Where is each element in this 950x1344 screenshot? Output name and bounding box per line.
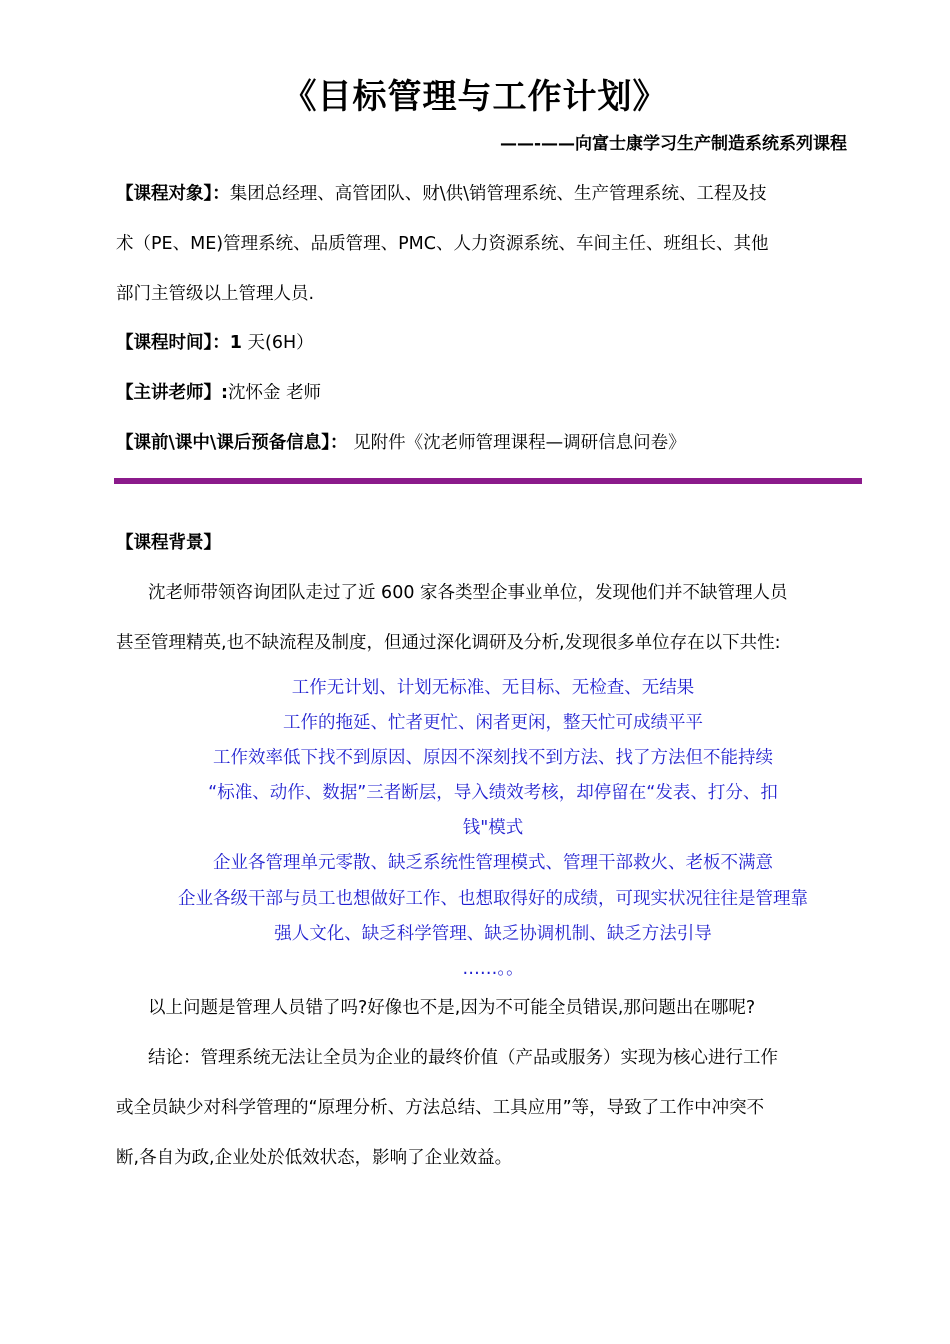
conclusion-line-2: 或全员缺少对科学管理的“原理分析、方法总结、工具应用”等，导致了工作中冲突不 — [116, 1098, 765, 1118]
question-line: 以上问题是管理人员错了吗?好像也不是,因为不可能全员错误,那问题出在哪呢? — [148, 998, 756, 1018]
course-time-label: 【课程时间】： — [116, 333, 230, 353]
conclusion-line-3: 断,各自为政,企业处於低效状态，影响了企业效益。 — [116, 1148, 513, 1168]
document-subtitle: ——-——向富士康学习生产制造系统系列课程 — [499, 134, 847, 154]
course-target-text: 集团总经理、高管团队、财\供\销管理系统、生产管理系统、工程及技 — [229, 184, 767, 204]
lecturer-line — [116, 380, 321, 406]
problem-item: 强人文化、缺乏科学管理、缺乏协调机制、缺乏方法引导 — [274, 924, 712, 944]
background-heading: 【课程背景】 — [116, 533, 221, 553]
problem-item: 工作效率低下找不到原因、原因不深刻找不到方法、找了方法但不能持续 — [213, 748, 773, 768]
problem-item: 企业各管理单元零散、缺乏系统性管理模式、管理干部救火、老板不满意 — [213, 853, 773, 873]
problem-item: 工作无计划、计划无标准、无目标、无检查、无结果 — [291, 678, 695, 698]
course-target-label: 【课程对象】： — [116, 184, 230, 204]
background-intro-line-1: 沈老师带领咨询团队走过了近 600 家各类型企事业单位，发现他们并不缺管理人员 — [148, 583, 788, 603]
section-divider — [114, 478, 862, 484]
problem-item: 钱"模式 — [462, 818, 524, 838]
course-time-line — [116, 330, 314, 356]
problem-item: 企业各级干部与员工也想做好工作、也想取得好的成绩，可现实状况往往是管理靠 — [178, 889, 808, 909]
lecturer-label: 【主讲老师】: — [116, 383, 228, 403]
document-title: 《目标管理与工作计划》 — [282, 77, 668, 117]
course-time-days: 1 — [229, 333, 242, 353]
course-time-value: 天(6H） — [241, 333, 314, 353]
problem-item: “标准、动作、数据”三者断层，导入绩效考核，却停留在“发表、打分、扣 — [208, 783, 778, 803]
problem-item: ……。。 — [462, 959, 524, 979]
pre-info-label: 【课前\课中\课后预备信息】： — [116, 433, 348, 453]
problem-item: 工作的拖延、忙者更忙、闲者更闲，整天忙可成绩平平 — [283, 713, 703, 733]
conclusion-line-1: 结论：管理系统无法让全员为企业的最终价值（产品或服务）实现为核心进行工作 — [148, 1048, 778, 1068]
course-target-line-3: 部门主管级以上管理人员. — [116, 284, 315, 304]
pre-info-value: 见附件《沈老师管理课程—调研信息问卷》 — [347, 433, 686, 453]
course-target-line-1 — [116, 181, 767, 207]
lecturer-name: 沈怀金 老师 — [228, 383, 322, 403]
course-target-line-2: 术（PE、ME)管理系统、品质管理、PMC、人力资源系统、车间主任、班组长、其他 — [116, 234, 769, 254]
pre-info-line — [116, 430, 686, 456]
background-intro-line-2: 甚至管理精英,也不缺流程及制度，但通过深化调研及分析,发现很多单位存在以下共性: — [116, 633, 781, 653]
